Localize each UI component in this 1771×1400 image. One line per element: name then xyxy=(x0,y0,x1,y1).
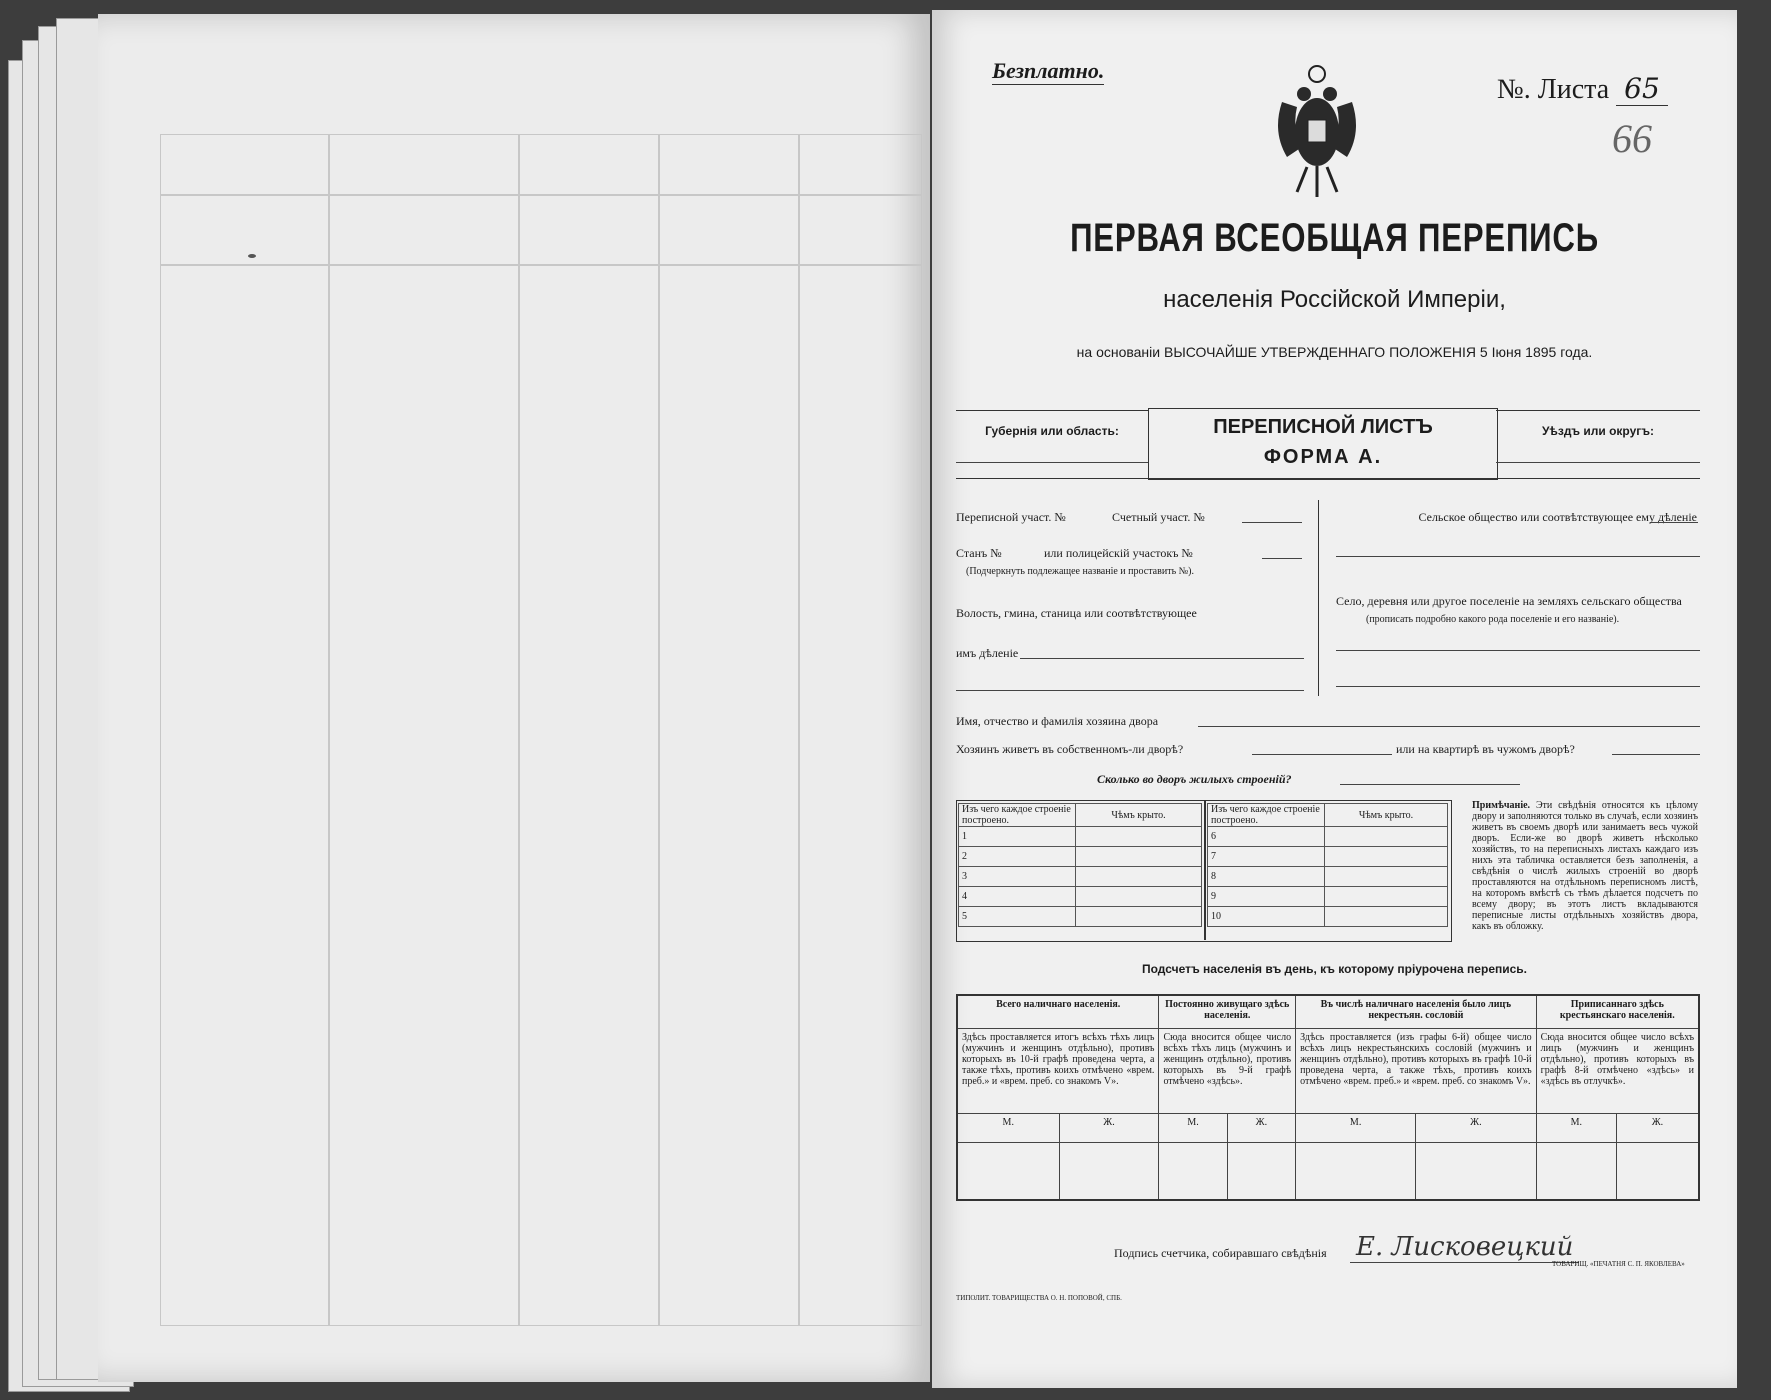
show-through-rule xyxy=(328,134,330,1326)
female-header: Ж. xyxy=(1059,1114,1159,1143)
rooms-cell[interactable] xyxy=(1076,827,1202,847)
count-col-body: Здѣсь проставляется итогъ всѣхъ тѣхъ лицъ (мужчинъ и женщинъ отдѣльно), противъ которыхъ въ 10-й графѣ проведена черта, а также тѣхъ, противъ коихъ отмѣчено «врем. преб.» и «врем. преб. со знакомъ V». xyxy=(957,1029,1159,1114)
show-through-rule xyxy=(160,264,922,266)
rooms-row-num: 1 xyxy=(959,827,1076,847)
census-form-page xyxy=(932,10,1737,1388)
show-through-rule xyxy=(160,194,922,196)
show-through-rule xyxy=(798,134,800,1326)
society-field[interactable] xyxy=(1650,522,1698,523)
sheet-no-value: 65 xyxy=(1616,72,1668,106)
form-name: ФОРМА А. xyxy=(1263,446,1383,468)
rooms-cell[interactable] xyxy=(1325,907,1448,927)
sheet-number-label xyxy=(1497,72,1668,106)
count-col-head: Приписаннаго здѣсь крестьянскаго населенія. xyxy=(1536,995,1699,1029)
rooms-cell[interactable] xyxy=(1325,827,1448,847)
imprint-right: ТОВАРИЩ. «ПЕЧАТНЯ С. П. ЯКОВЛЕВА» xyxy=(1552,1260,1685,1268)
basis-line: на основаніи ВЫСОЧАЙШЕ УТВЕРЖДЕННАГО ПОЛОЖЕНІЯ 5 Іюня 1895 года. xyxy=(1076,344,1593,360)
rooms-cell[interactable] xyxy=(1076,887,1202,907)
count-cell[interactable] xyxy=(1536,1143,1616,1201)
ink-dot xyxy=(248,254,256,258)
rooms-row-num: 3 xyxy=(959,867,1076,887)
buildings-field[interactable] xyxy=(1340,784,1520,785)
counting-section-label: Счетный участ. № xyxy=(1112,510,1205,524)
police-field[interactable] xyxy=(1262,558,1302,559)
divider xyxy=(1318,500,1319,696)
count-cell[interactable] xyxy=(1296,1143,1416,1201)
census-section-label: Переписной участ. № xyxy=(956,510,1066,524)
count-col-body: Сюда вносится общее число всѣхъ лицъ (мужчинъ и женщинъ отдѣльно), противъ которыхъ въ графѣ 8-й отмѣчено «здѣсь» и «здѣсь въ отлучкѣ». xyxy=(1536,1029,1699,1114)
gubernia-field[interactable] xyxy=(956,462,1148,463)
volost-field-2[interactable] xyxy=(956,690,1304,691)
form-title: ПЕРЕПИСНОЙ ЛИСТЪ xyxy=(1213,416,1433,438)
volost-label: Волость, гмина, станица или соотвѣтствующее xyxy=(956,606,1197,620)
rooms-cell[interactable] xyxy=(1076,847,1202,867)
society-label: Сельское общество или соотвѣтствующее ему дѣленіе xyxy=(1418,510,1697,524)
female-header: Ж. xyxy=(1416,1114,1536,1143)
police-label: или полицейскій участокъ № xyxy=(1044,546,1193,560)
left-page xyxy=(98,14,930,1382)
rooms-row-num: 5 xyxy=(959,907,1076,927)
volost-label-2: имъ дѣленіе xyxy=(956,646,1019,660)
rooms-row-num: 2 xyxy=(959,847,1076,867)
rooms-cell[interactable] xyxy=(1076,907,1202,927)
show-through-rule xyxy=(518,134,520,1326)
count-col-head: Въ числѣ наличнаго населенія было лицъ некрестьян. сословій xyxy=(1296,995,1537,1029)
owner-or-label: или на квартирѣ въ чужомъ дворѣ? xyxy=(1396,742,1575,756)
male-header: М. xyxy=(957,1114,1059,1143)
imprint-left: ТИПОЛИТ. ТОВАРИЩЕСТВА О. Н. ПОПОВОЙ, СПБ. xyxy=(956,1294,1122,1302)
owner-name-label: Имя, отчество и фамилія хозяина двора xyxy=(956,714,1159,728)
note-title: Примѣчаніе. xyxy=(1472,800,1531,811)
rooms-row-num: 4 xyxy=(959,887,1076,907)
buildings-label: Сколько во дворъ жилыхъ строеній? xyxy=(1097,772,1292,786)
male-header: М. xyxy=(1536,1114,1616,1143)
count-cell[interactable] xyxy=(1059,1143,1159,1201)
rule xyxy=(1496,410,1700,411)
rooms-row-num: 10 xyxy=(1208,907,1325,927)
female-header: Ж. xyxy=(1616,1114,1699,1143)
rooms-cell[interactable] xyxy=(1325,847,1448,867)
society-field-2[interactable] xyxy=(1336,556,1700,557)
main-title: ПЕРВАЯ ВСЕОБЩАЯ ПЕРЕПИСЬ xyxy=(1070,216,1599,260)
count-cell[interactable] xyxy=(1227,1143,1295,1201)
village-field-2[interactable] xyxy=(1336,686,1700,687)
count-col-head: Всего наличнаго населенія. xyxy=(957,995,1159,1029)
subtitle: населенія Россійской Имперіи, xyxy=(1163,286,1506,313)
page-mark: 66 xyxy=(1612,116,1652,161)
village-field[interactable] xyxy=(1336,650,1700,651)
count-col-body: Сюда вносится общее число всѣхъ тѣхъ лицъ (мужчинъ и женщинъ отдѣльно), противъ которыхъ въ 9-й графѣ отмѣчено «здѣсь». xyxy=(1159,1029,1296,1114)
rooms-col-material: Изъ чего каждое строеніе построено. xyxy=(959,804,1076,827)
count-cell[interactable] xyxy=(1616,1143,1699,1201)
rooms-row-num: 8 xyxy=(1208,867,1325,887)
female-header: Ж. xyxy=(1227,1114,1295,1143)
village-note: (прописать подробно какого рода поселеніе и его названіе). xyxy=(1366,614,1620,625)
rooms-cell[interactable] xyxy=(1076,867,1202,887)
show-through-rule xyxy=(658,134,660,1326)
rule xyxy=(956,410,1148,411)
count-table xyxy=(956,994,1700,1201)
count-cell[interactable] xyxy=(1159,1143,1227,1201)
uezd-label: Уѣздъ или округъ: xyxy=(1541,424,1655,438)
uezd-field[interactable] xyxy=(1496,462,1700,463)
show-through-table xyxy=(160,134,922,1326)
note-block xyxy=(1472,800,1698,932)
rooms-row-num: 6 xyxy=(1208,827,1325,847)
rooms-table-right xyxy=(1207,803,1448,927)
rooms-row-num: 7 xyxy=(1208,847,1325,867)
village-label: Село, деревня или другое поселеніе на земляхъ сельскаго общества xyxy=(1336,594,1682,608)
rooms-col-material: Изъ чего каждое строеніе построено. xyxy=(1208,804,1325,827)
volost-field[interactable] xyxy=(1020,658,1304,659)
male-header: М. xyxy=(1296,1114,1416,1143)
gubernia-label: Губернія или область: xyxy=(985,424,1119,438)
rooms-col-roof: Чѣмъ крыто. xyxy=(1076,804,1202,827)
rooms-divider xyxy=(1204,800,1206,940)
owner-lives-label: Хозяинъ живетъ въ собственномъ-ли дворѣ? xyxy=(956,742,1184,756)
sheet-no-label: №. Листа xyxy=(1497,74,1610,105)
count-cell[interactable] xyxy=(957,1143,1059,1201)
stan-label: Станъ № xyxy=(956,546,1002,560)
note-text: Эти свѣдѣнія относятся къ цѣлому двору и заполняются только въ случаѣ, если хозяинъ живетъ въ своемъ дворѣ или занимаетъ весь чужой дворъ. Если-же во дворѣ живетъ нѣсколько хозяйствъ, то на переписныхъ листахъ каждаго изъ нихъ эта табличка оставляется безъ заполненія, а свѣдѣнія о числѣ жилыхъ строеній во дворѣ проставляются на отдѣльномъ переписномъ листѣ, на которомъ вмѣстѣ съ тѣмъ дѣлается подсчетъ по всему двору; въ этотъ листъ вкладываются переписные листы отдѣльныхъ хозяйствъ двора, какъ въ обложку. xyxy=(1472,800,1698,932)
count-col-head: Постоянно живущаго здѣсь населенія. xyxy=(1159,995,1296,1029)
coat-of-arms-icon xyxy=(1262,62,1372,202)
rooms-cell[interactable] xyxy=(1325,887,1448,907)
rooms-cell[interactable] xyxy=(1325,867,1448,887)
male-header: М. xyxy=(1159,1114,1227,1143)
rooms-col-roof: Чѣмъ крыто. xyxy=(1325,804,1448,827)
signature-value: Е. Лисковецкий xyxy=(1350,1232,1579,1263)
count-cell[interactable] xyxy=(1416,1143,1536,1201)
owner-name-field[interactable] xyxy=(1198,726,1700,727)
signature-label: Подпись счетчика, собиравшаго свѣдѣнія xyxy=(1114,1246,1327,1260)
count-col-body: Здѣсь проставляется (изъ графы 6-й) общее число всѣхъ лицъ некрестьянскихъ сословій (мужчинъ и женщинъ отдѣльно), противъ которыхъ въ графѣ 10-й проведена черта, а также тѣхъ, противъ коихъ отмѣчено «врем. преб.» и «врем. преб. со знакомъ V». xyxy=(1296,1029,1537,1114)
owner-lives-field[interactable] xyxy=(1252,754,1392,755)
rooms-row-num: 9 xyxy=(1208,887,1325,907)
count-title: Подсчетъ населенія въ день, къ которому пріурочена перепись. xyxy=(1142,962,1527,976)
underline-note: (Подчеркнуть подлежащее названіе и проставить №). xyxy=(966,566,1194,577)
rooms-table-left xyxy=(958,803,1202,927)
owner-or-field[interactable] xyxy=(1612,754,1700,755)
free-label: Безплатно. xyxy=(992,58,1105,83)
